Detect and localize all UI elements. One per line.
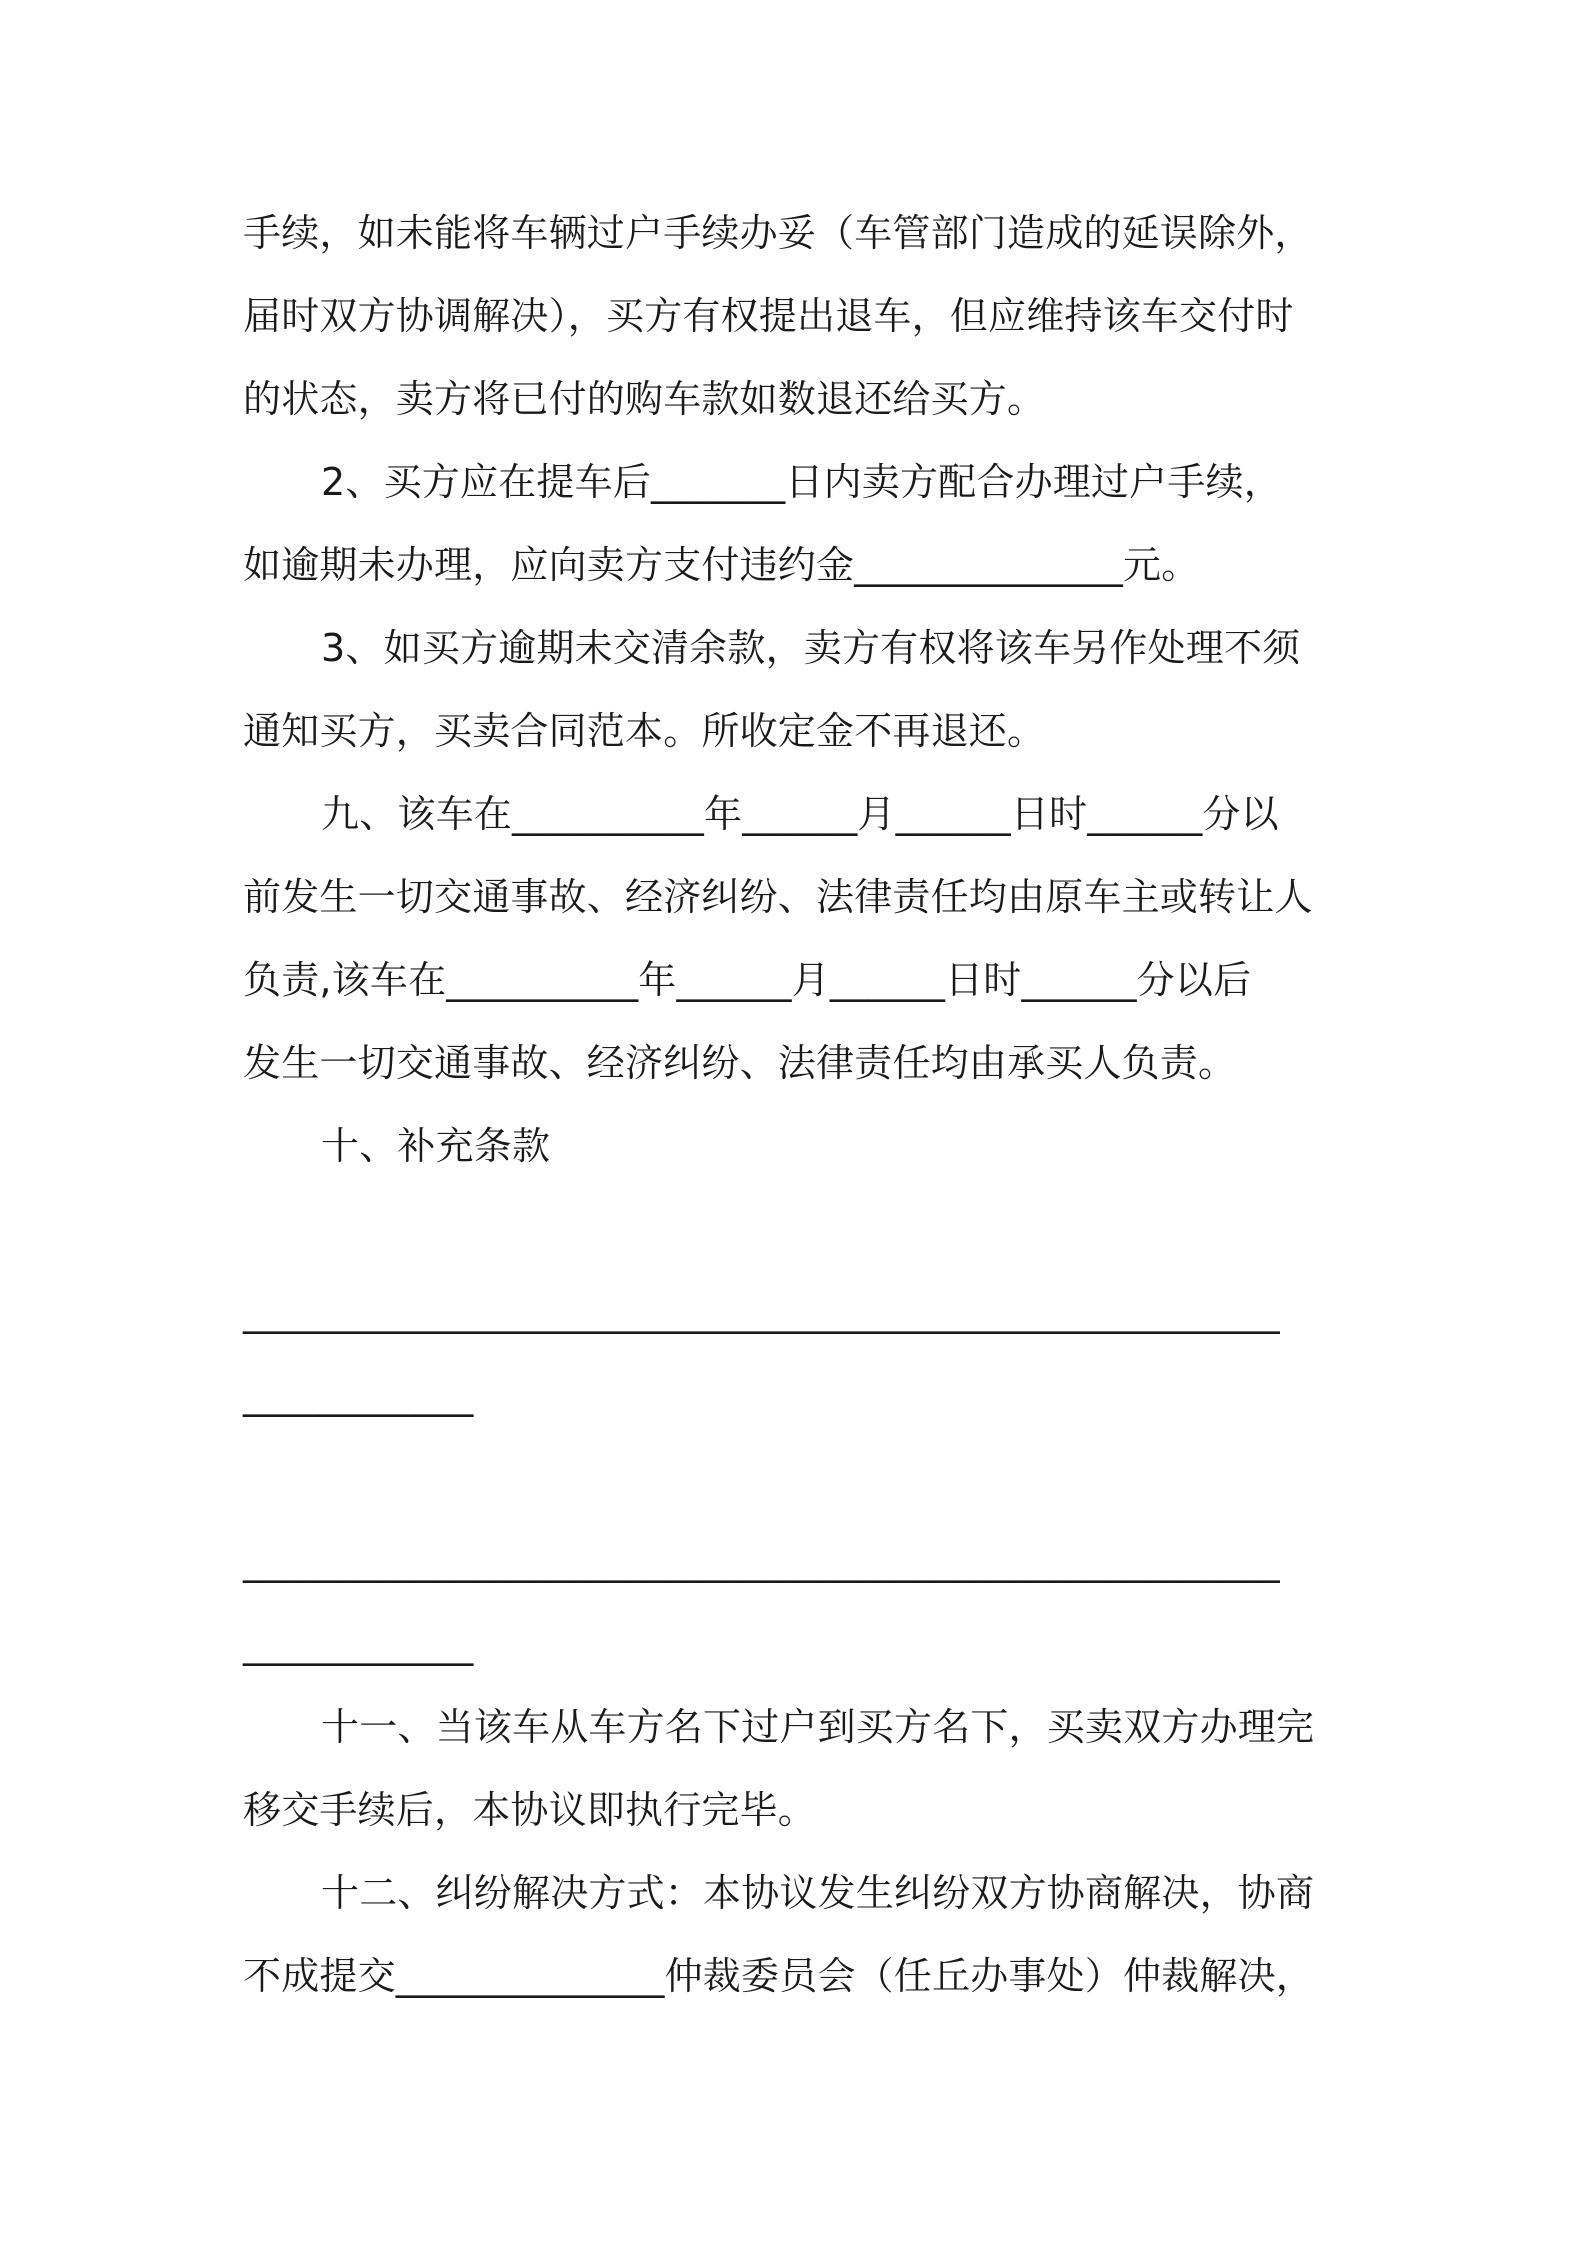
clause-12-line: 十二、纠纷解决方式：本协议发生纠纷双方协商解决，协商 <box>321 1871 1315 1915</box>
clause-3-line: 通知买方，买卖合同范本。所收定金不再退还。 <box>243 709 1046 753</box>
spacer <box>243 1443 1353 1526</box>
clause-11-line: 移交手续后，本协议即执行完毕。 <box>243 1788 817 1832</box>
clause-2-line: 2、买方应在提车后_______日内卖方配合办理过户手续， <box>321 460 1282 504</box>
clause-9-line: 发生一切交通事故、经济纠纷、法律责任均由承买人负责。 <box>243 1041 1237 1085</box>
fill-in-blank-line: ______________________________________________________ <box>243 1539 1280 1583</box>
clause-9-line: 九、该车在__________年______月______日时______分以 <box>321 792 1279 836</box>
clause-12-line: 不成提交______________仲裁委员会（任丘办事处）仲裁解决， <box>243 1954 1315 1998</box>
spacer <box>243 1194 1353 1277</box>
clause-9-line: 负责,该车在__________年______月______日时______分以后 <box>243 958 1252 1002</box>
paragraph-line: 的状态，卖方将已付的购车款如数退还给买方。 <box>243 377 1046 421</box>
clause-2-line: 如逾期未办理，应向卖方支付违约金______________元。 <box>243 543 1200 587</box>
clause-3-line: 3、如买方逾期未交清余款，卖方有权将该车另作处理不须 <box>321 626 1301 670</box>
clause-10-heading: 十、补充条款 <box>321 1124 551 1168</box>
fill-in-blank-line: ____________ <box>243 1373 474 1417</box>
clause-11-line: 十一、当该车从车方名下过户到买方名下，买卖双方办理完 <box>321 1705 1315 1749</box>
document-body <box>243 198 1353 2024</box>
paragraph-line: 届时双方协调解决），买方有权提出退车，但应维持该车交付时 <box>243 294 1294 338</box>
paragraph-line: 手续，如未能将车辆过户手续办妥（车管部门造成的延误除外， <box>243 211 1313 255</box>
fill-in-blank-line: ____________ <box>243 1622 474 1666</box>
clause-9-line: 前发生一切交通事故、经济纠纷、法律责任均由原车主或转让人 <box>243 875 1313 919</box>
fill-in-blank-line: ______________________________________________________ <box>243 1290 1280 1334</box>
